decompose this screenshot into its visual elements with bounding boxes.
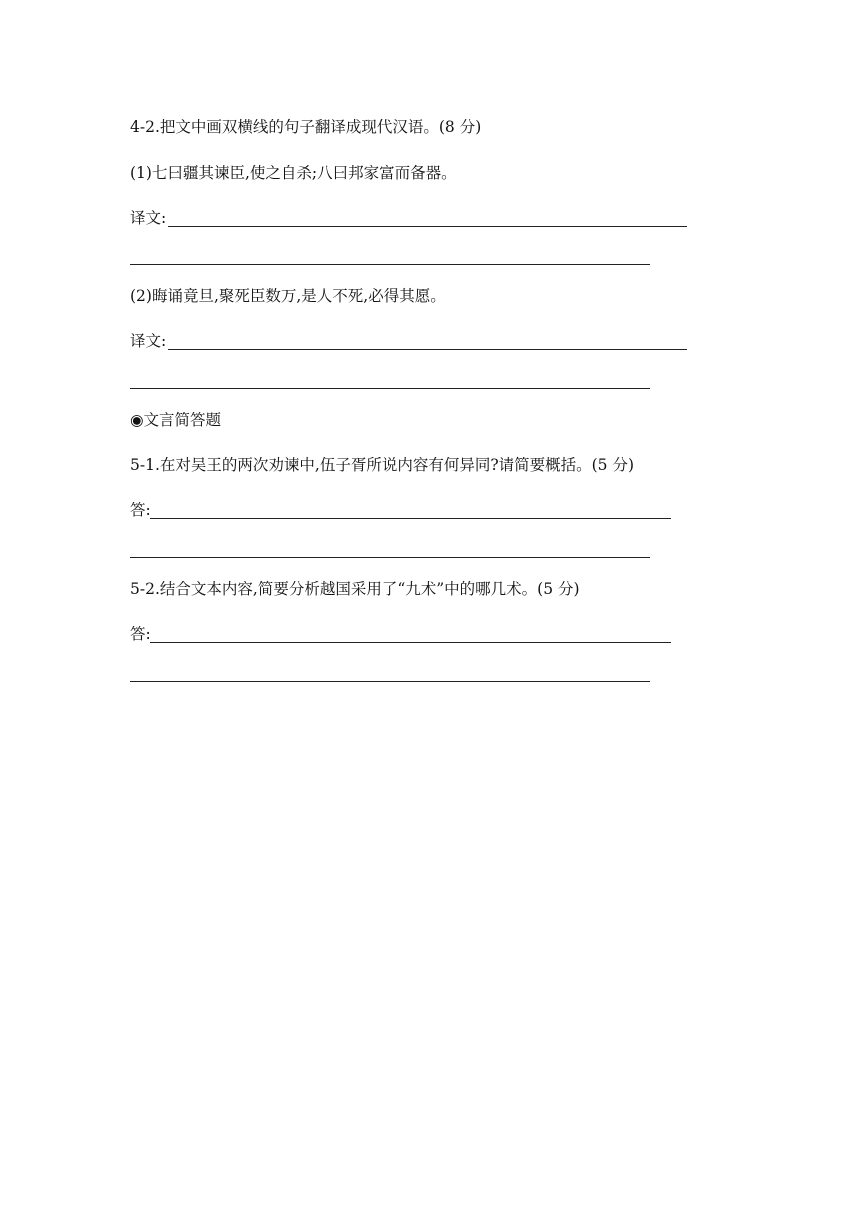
answer-line[interactable] (150, 642, 671, 643)
question-5-1-prompt: 5-1.在对吴王的两次劝谏中,伍子胥所说内容有何异同?请简要概括。(5 分) (130, 456, 635, 474)
answer-line[interactable] (130, 681, 650, 682)
answer-line[interactable] (130, 388, 650, 389)
question-4-2-prompt: 4-2.把文中画双横线的句子翻译成现代汉语。(8 分) (130, 118, 482, 136)
answer-label-5-2: 答: (130, 625, 151, 643)
answer-line[interactable] (168, 226, 687, 227)
answer-line[interactable] (130, 557, 650, 558)
question-5-2-prompt: 5-2.结合文本内容,简要分析越国采用了“九术”中的哪几术。(5 分) (130, 580, 580, 598)
translation-label-1: 译文: (130, 209, 167, 227)
section-title: ◉文言简答题 (130, 411, 222, 429)
answer-line[interactable] (130, 264, 650, 265)
answer-label-5-1: 答: (130, 501, 151, 519)
question-4-2-item-2: (2)晦诵竟旦,聚死臣数万,是人不死,必得其愿。 (130, 287, 446, 305)
question-4-2-item-1: (1)七曰疆其谏臣,使之自杀;八曰邦家富而备器。 (130, 164, 457, 182)
answer-line[interactable] (168, 349, 687, 350)
translation-label-2: 译文: (130, 332, 167, 350)
answer-line[interactable] (150, 518, 671, 519)
